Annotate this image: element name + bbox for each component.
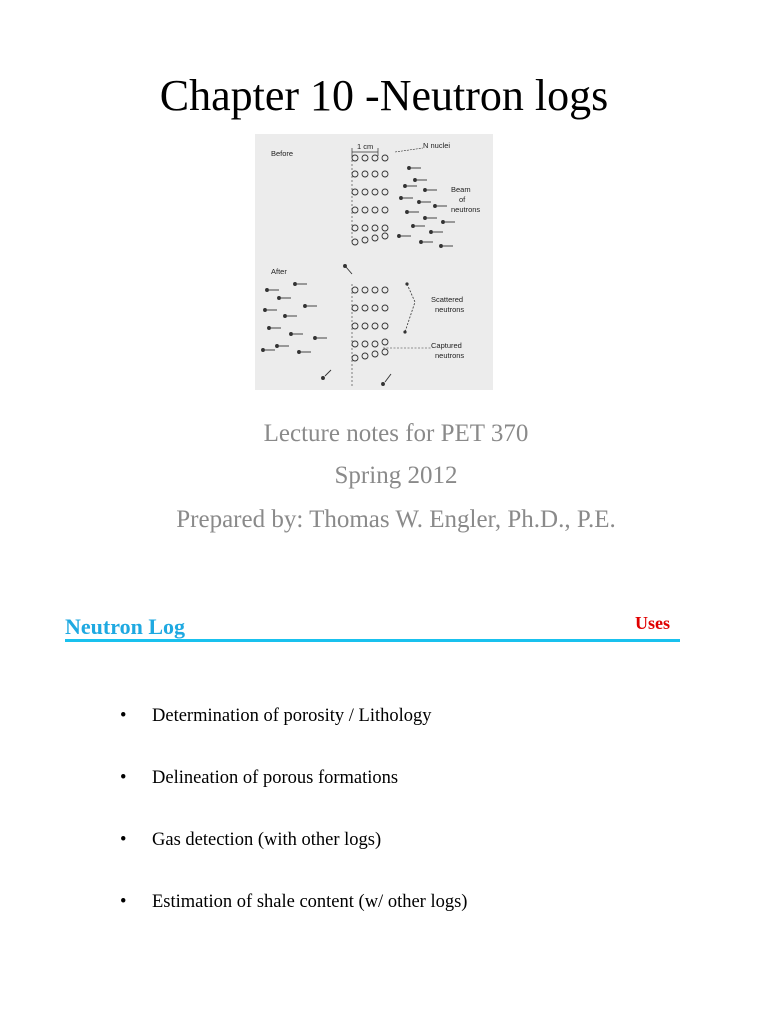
list-item-text: Estimation of shale content (w/ other logs): [152, 892, 468, 912]
neutron-diagram: [255, 134, 493, 390]
list-item: [120, 830, 467, 892]
uses-list: [120, 706, 467, 954]
label-of: of: [459, 195, 466, 204]
label-beam: Beam: [451, 185, 471, 194]
label-scale: 1 cm: [357, 142, 374, 151]
label-before: Before: [271, 149, 294, 158]
slide-title: Chapter 10 -Neutron logs: [159, 71, 609, 120]
label-after: After: [271, 267, 287, 276]
label-n-nuclei: N nuclei: [423, 141, 451, 150]
list-item-text: Determination of porosity / Lithology: [152, 706, 432, 726]
bullet-icon: •: [120, 892, 127, 912]
bullet-icon: •: [120, 768, 127, 788]
label-captured: Captured: [431, 341, 462, 350]
section-heading: Neutron Log: [65, 614, 185, 639]
bullet-icon: •: [120, 830, 127, 850]
label-captured-neutrons: neutrons: [435, 351, 465, 360]
label-scattered-neutrons: neutrons: [435, 305, 465, 314]
bullet-icon: •: [120, 706, 127, 726]
list-item: [120, 768, 467, 830]
list-item: [120, 892, 467, 954]
list-item-text: Gas detection (with other logs): [152, 830, 382, 850]
neutron-diagram-figure: [255, 134, 493, 390]
label-neutrons-beam: neutrons: [451, 205, 481, 214]
subtitle-course: Lecture notes for PET 370: [263, 420, 529, 447]
subtitle-author: Prepared by: Thomas W. Engler, Ph.D., P.E.: [176, 506, 616, 533]
subtitle-term: Spring 2012: [334, 462, 458, 489]
label-scattered: Scattered: [431, 295, 464, 304]
list-item-text: Delineation of porous formations: [152, 768, 399, 788]
heading-rule: [65, 639, 680, 642]
list-item: [120, 706, 467, 768]
section-tag: Uses: [635, 613, 670, 633]
